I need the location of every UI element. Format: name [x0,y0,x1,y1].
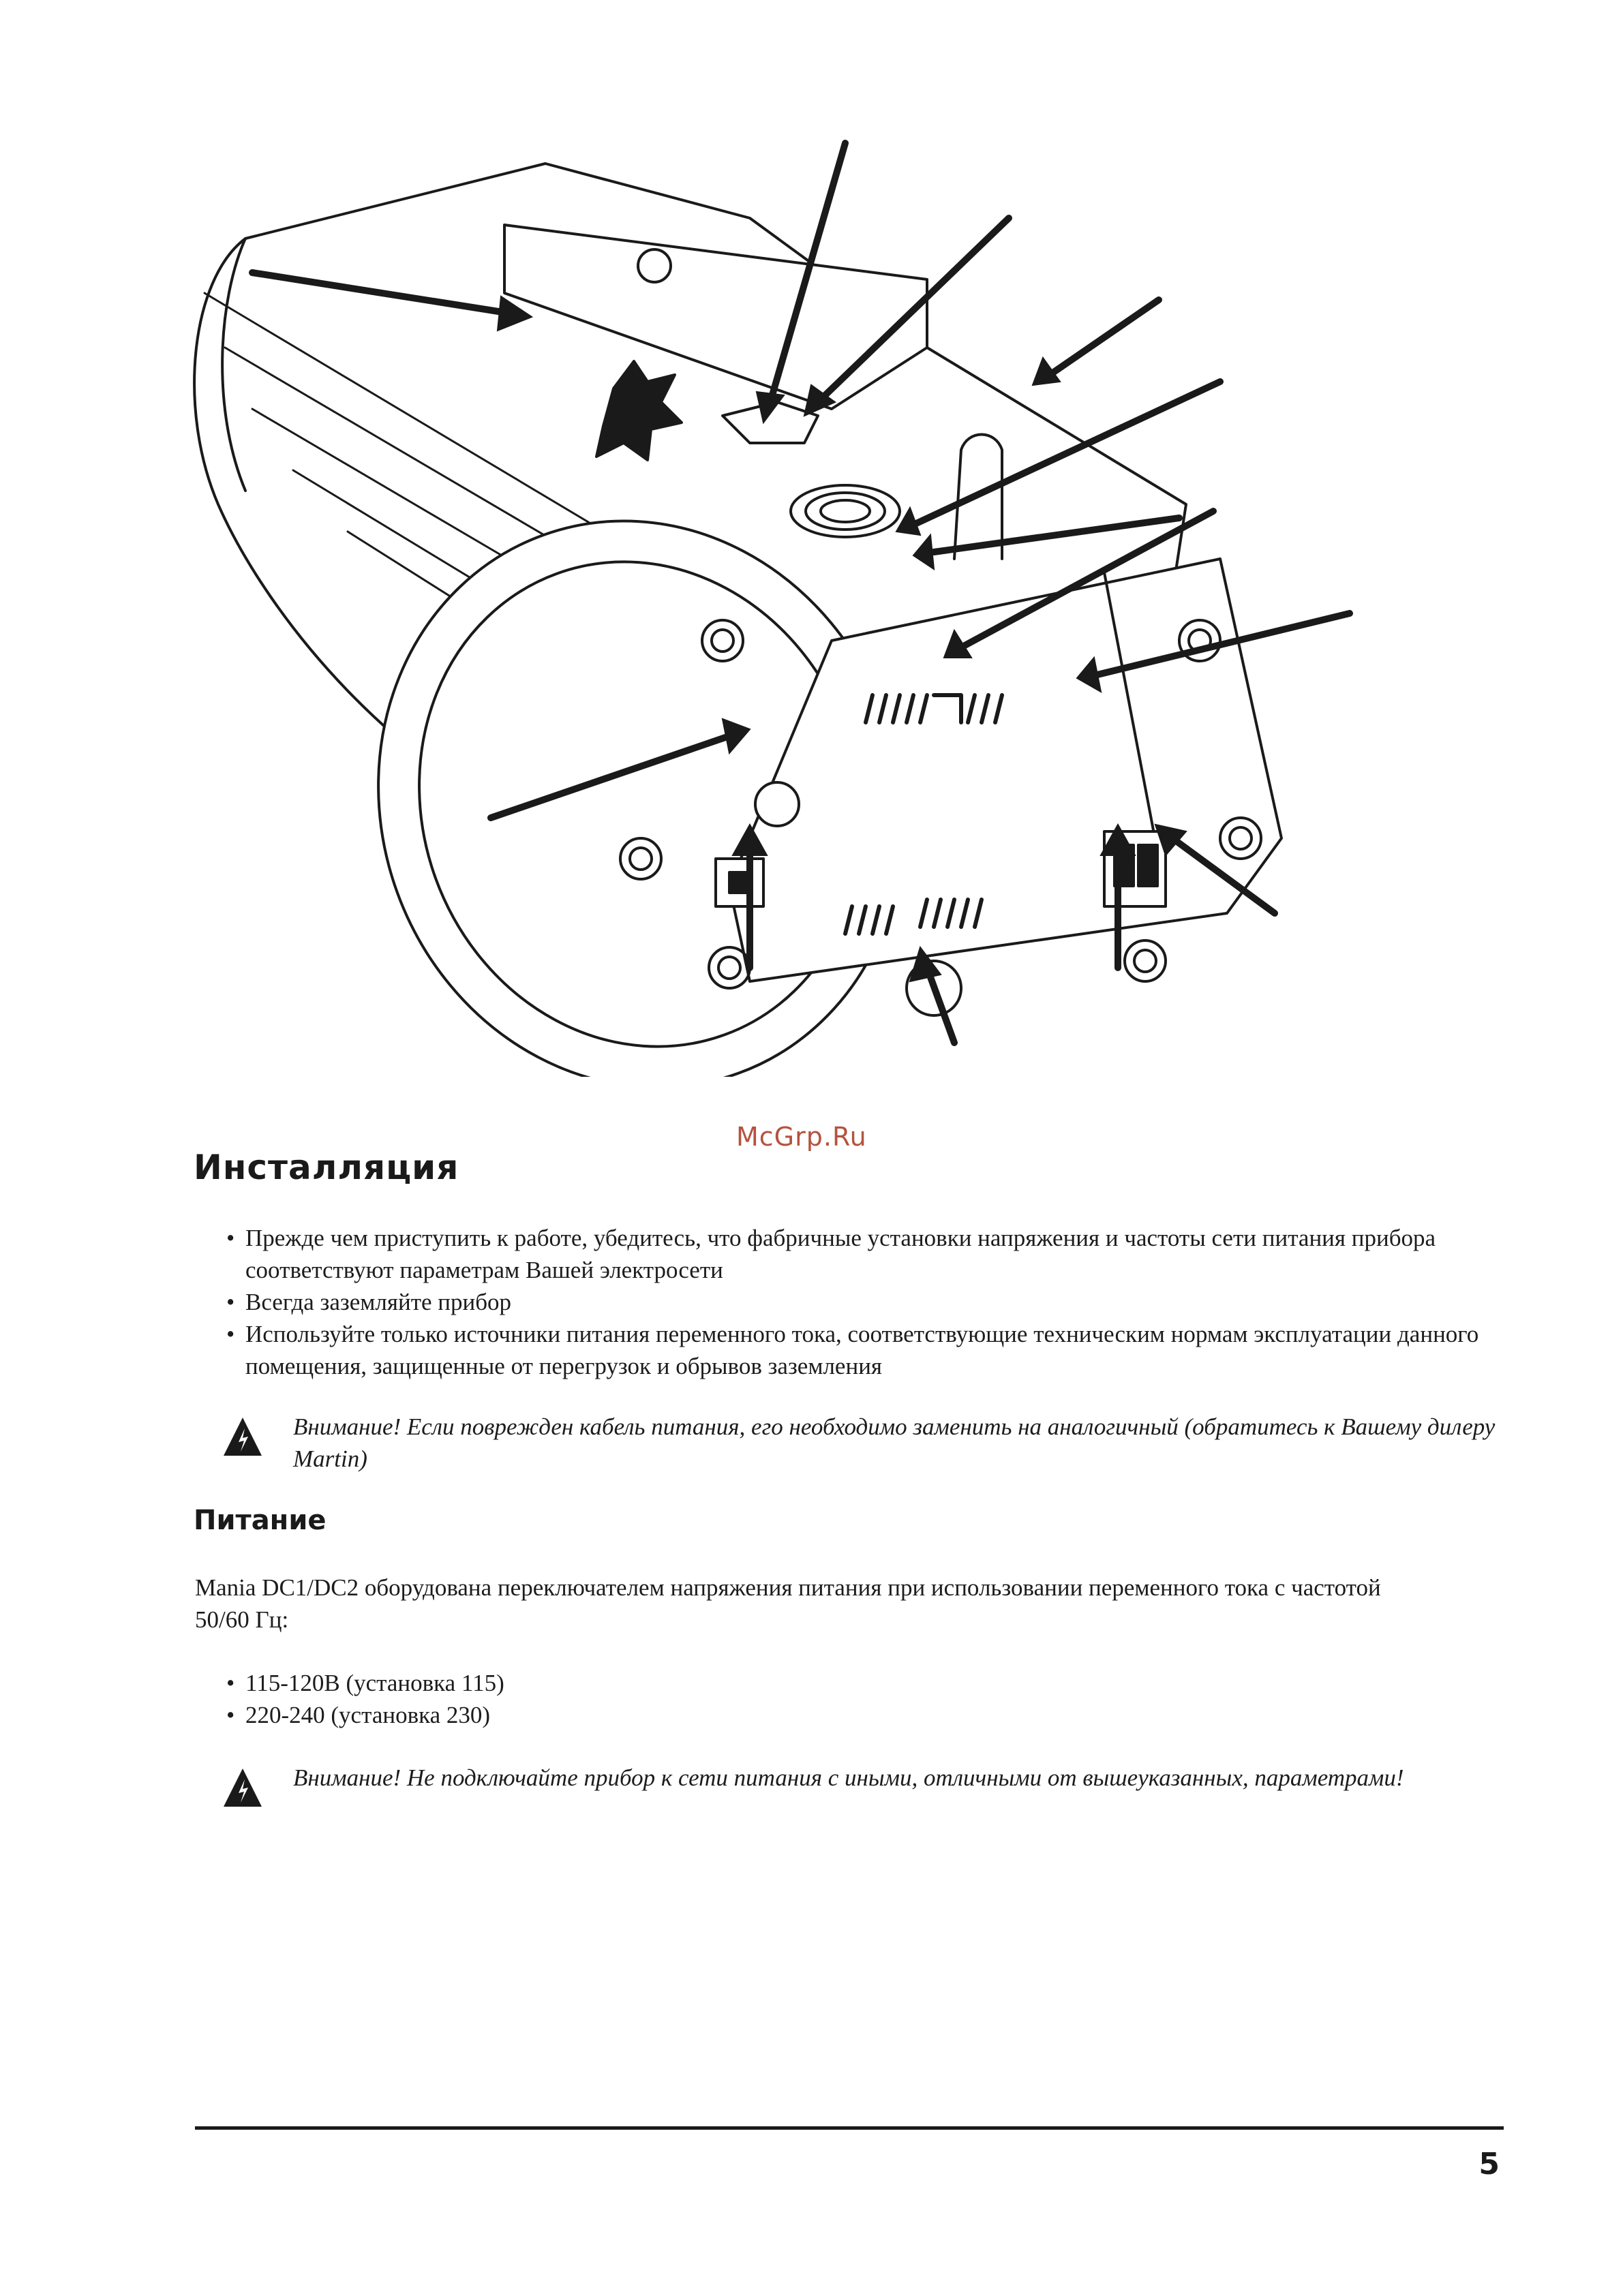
list-item: • Всегда заземляйте прибор [224,1286,1505,1318]
fixture-illustration [164,123,1418,1077]
list-item: • Используйте только источники питания переменного тока, соответствующие техническим нормам эксплуатации данного помещения, защищенные от перегрузок и обрывов заземления [224,1318,1505,1382]
arrow-4 [1050,300,1159,375]
list-item: • 115-120В (установка 115) [224,1667,905,1699]
warning-block [222,1411,1504,1475]
list-item: • Прежде чем приступить к работе, убедитесь, что фабричные установки напряжения и частоты сети питания прибора соответствуют параметрам Вашей электросети [224,1222,1505,1286]
watermark: McGrp.Ru [736,1122,867,1152]
power-paragraph: Mania DC1/DC2 оборудована переключателем напряжения питания при использовании переменного тока с частотой 50/60 Гц: [195,1574,1381,1633]
warning-text: Внимание! Не подключайте прибор к сети питания с иными, отличными от вышеуказанных, параметрами! [293,1764,1404,1791]
footer-rule [195,2126,1504,2130]
power-heading: Питание [194,1505,327,1536]
list-item: • 220-240 (установка 230) [224,1699,905,1731]
page-number: 5 [1478,2147,1500,2182]
warning-triangle-icon [222,1416,263,1457]
installation-heading: Инсталляция [194,1148,459,1187]
warning-block [222,1762,1504,1794]
connector-left [755,782,799,826]
voltage-list [224,1667,905,1731]
installation-list [224,1222,1505,1382]
warning-triangle-icon [222,1767,263,1808]
warning-text: Внимание! Если поврежден кабель питания, его необходимо заменить на аналогичный (обратитесь к Вашему дилеру Martin) [293,1413,1496,1472]
